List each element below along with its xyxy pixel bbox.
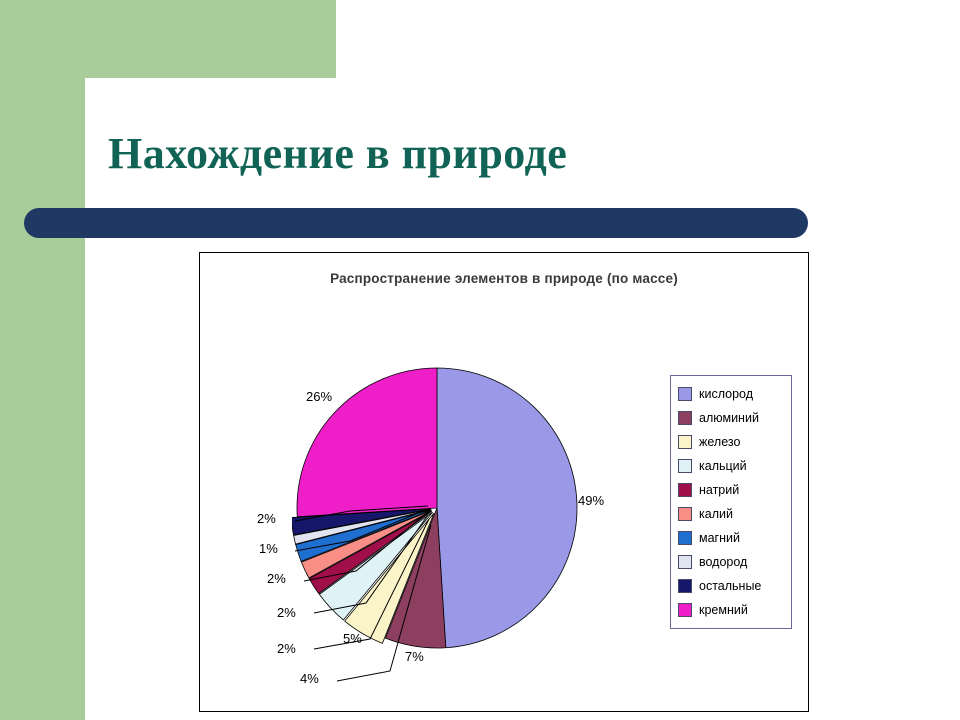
pie-chart [292,363,582,653]
slice-label-natriy: 2% [277,641,296,656]
legend-label-vodorod: водород [699,555,748,569]
slice-label-kremniy: 26% [306,389,333,404]
legend-swatch-alyuminiy [678,411,692,425]
legend-label-ostalnye: остальные [699,579,762,593]
legend-label-kalciy: кальций [699,459,747,473]
legend-item [678,598,785,622]
chart-title: Распространение элементов в природе (по массе) [330,271,678,286]
legend-swatch-kislorod [678,387,692,401]
legend-label-kaliy: калий [699,507,733,521]
slice-label-alyuminiy: 7% [405,649,424,664]
pie-svg [292,363,582,653]
legend-item [678,454,785,478]
legend-swatch-magniy [678,531,692,545]
legend-swatch-kremniy [678,603,692,617]
decor-navy-bar [24,208,808,238]
slice-label-vodorod: 1% [259,541,278,556]
legend-swatch-zhelezo [678,435,692,449]
legend-swatch-vodorod [678,555,692,569]
legend-swatch-natriy [678,483,692,497]
slice-label-kalciy: 4% [300,671,319,686]
legend-label-natriy: натрий [699,483,740,497]
legend-label-alyuminiy: алюминий [699,411,759,425]
chart-container [199,252,809,712]
page-title: Нахождение в природе [108,129,568,178]
legend-item [678,550,785,574]
legend-item [678,478,785,502]
chart-legend [670,375,792,629]
legend-item [678,430,785,454]
legend-item [678,382,785,406]
slice-label-magniy: 2% [267,571,286,586]
legend-label-kremniy: кремний [699,603,748,617]
slice-label-ostalnye: 2% [257,511,276,526]
legend-item [678,502,785,526]
decor-green-band [0,0,85,720]
legend-item [678,406,785,430]
legend-swatch-ostalnye [678,579,692,593]
legend-label-magniy: магний [699,531,740,545]
pie-slice [437,368,577,648]
slice-label-zhelezo: 5% [343,631,362,646]
legend-swatch-kalciy [678,459,692,473]
slice-label-kaliy: 2% [277,605,296,620]
legend-label-kislorod: кислород [699,387,754,401]
decor-green-top-block [0,0,336,78]
legend-item [678,574,785,598]
slice-label-kislorod: 49% [578,493,605,508]
legend-label-zhelezo: железо [699,435,741,449]
legend-item [678,526,785,550]
legend-swatch-kaliy [678,507,692,521]
